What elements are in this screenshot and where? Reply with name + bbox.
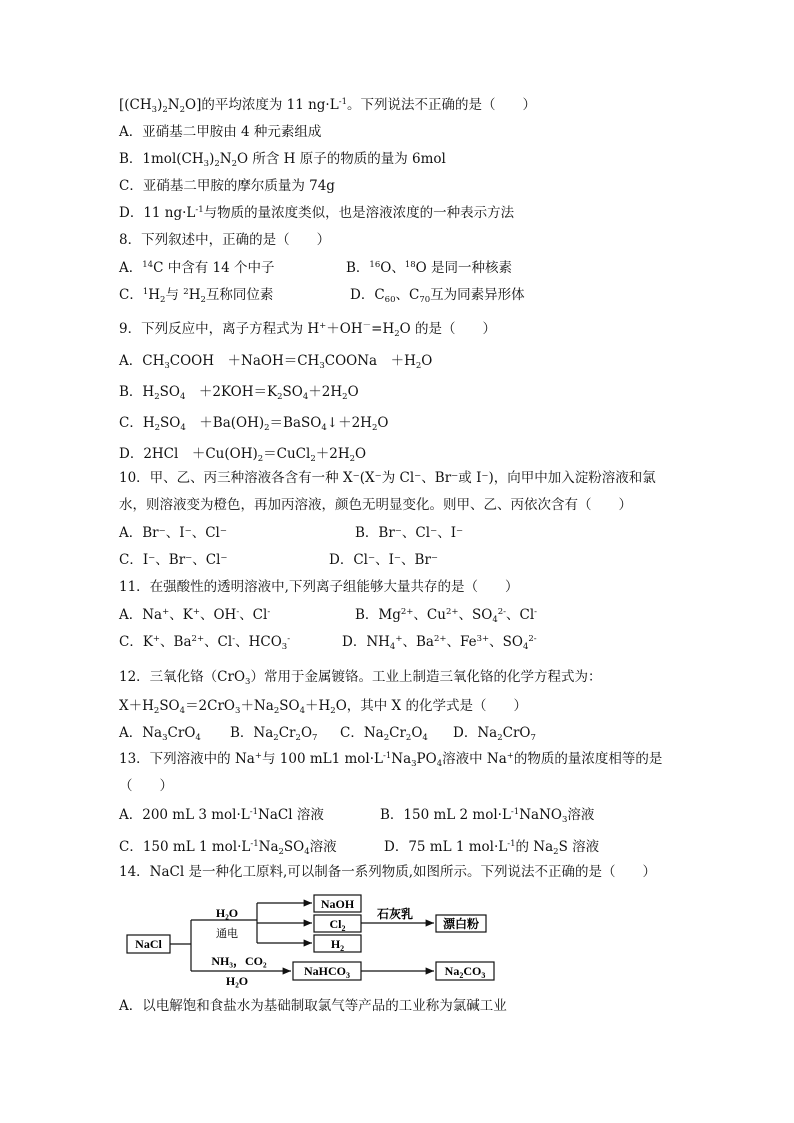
q7-stem: $[(CH_3)_2N_2O]$的平均浓度为 11 $ng\cdot L^{-1}$。下列说法不正确的是（ ） bbox=[119, 97, 536, 115]
q9-option-a: A．$CH_3COOH$ $+NaOH=CH_3COONa$ $+H_2O$ bbox=[119, 353, 433, 371]
h2-label: $H_2$ bbox=[330, 937, 345, 953]
naoh-label: NaOH bbox=[320, 897, 355, 911]
cl2-label: $Cl_2$ bbox=[329, 917, 346, 933]
q11-option-c: C．K+、$Ba^{2+}$、Cl-、$HCO_3^-$ bbox=[119, 634, 291, 652]
q7-option-c: C．亚硝基二甲胺的摩尔质量为 74g bbox=[119, 178, 335, 194]
nacl-flow-diagram bbox=[125, 893, 505, 989]
q7-option-d: D．11 $ng\cdot L^{-1}$与物质的量浓度类似，也是溶液浓度的一种表示方法 bbox=[119, 205, 515, 221]
q9-option-d: D．2HCl $+Cu(OH)_2=CuCl_2+2H_2O$ bbox=[119, 446, 367, 464]
q8-option-d: D．$C_{60}$、$C_{70}$互为同素异形体 bbox=[350, 287, 525, 305]
bleach-label: 漂白粉 bbox=[442, 917, 480, 931]
h2o-top-label: H₂O bbox=[215, 906, 239, 920]
lime-milk-label: 石灰乳 bbox=[376, 907, 414, 921]
q13-stem: 13．下列溶液中的 Na+与 100 mL1 $mol\cdot L^{-1}Na_3PO_4$溶液中 Na+的物质的量浓度相等的是 bbox=[119, 751, 663, 769]
q7-option-a: A．亚硝基二甲胺由 4 种元素组成 bbox=[119, 124, 322, 140]
q9-option-b: B．$H_2SO_4$ $+2KOH=K_2SO_4+2H_2O$ bbox=[119, 384, 359, 402]
q13-option-d: D．75 mL 1 $mol\cdot L^{-1}$的 $Na_2S$ 溶液 bbox=[384, 839, 600, 857]
q11-option-b: B．$Mg^{2+}$、$Cu^{2+}$、$SO_4^{2-}$、Cl- bbox=[355, 607, 538, 625]
q10-stem-line2: 水，则溶液变为橙色，再加丙溶液，颜色无明显变化。则甲、乙、丙依次含有（ ） bbox=[119, 497, 632, 513]
q10-option-b: B．Br⁻、Cl⁻、I⁻ bbox=[355, 525, 464, 541]
q14-stem: 14．NaCl 是一种化工原料,可以制备一系列物质,如图所示。下列说法不正确的是（ ） bbox=[119, 864, 657, 880]
q12-option-a: A．$Na_3CrO_4$ bbox=[119, 725, 201, 743]
q12-stem: 12．三氧化铬（CrO$_3$）常用于金属镀铬。工业上制造三氧化铬的化学方程式为： bbox=[119, 669, 602, 687]
q12-equation: $X+H_2SO_4=2CrO_3+Na_2SO_4+H_2O$，其中 X 的化学式是（ ） bbox=[119, 698, 527, 716]
q11-stem: 11．在强酸性的透明溶液中,下列离子组能够大量共存的是（ ） bbox=[119, 579, 519, 595]
q8-stem: 8．下列叙述中，正确的是（ ） bbox=[119, 232, 331, 248]
q11-option-a: A．Na+、K+、OH-、Cl- bbox=[119, 607, 271, 623]
q14-option-a: A．以电解饱和食盐水为基础制取氯气等产品的工业称为氯碱工业 bbox=[119, 998, 507, 1014]
q8-option-c: C．$^1H_2$与 $^2H_2$互称同位素 bbox=[119, 287, 274, 305]
q9-stem: 9．下列反应中，离子方程式为 $H^++OH^-=H_2O$ 的是（ ） bbox=[119, 321, 497, 339]
q13-option-b: B．150 mL 2 $mol\cdot L^{-1}NaNO_3$溶液 bbox=[380, 807, 595, 825]
q11-option-d: D．$NH_4^+$、$Ba^{2+}$、$Fe^{3+}$、$SO_4^{2-}$ bbox=[342, 634, 537, 652]
q12-option-c: C．$Na_2Cr_2O_4$ bbox=[340, 725, 428, 743]
nh3-co2-label: NH₃，CO₂ bbox=[211, 954, 267, 968]
q10-option-d: D．Cl⁻、I⁻、Br⁻ bbox=[329, 552, 439, 568]
q10-stem-line1: 10．甲、乙、丙三种溶液各含有一种 X⁻(X⁻为 Cl⁻、Br⁻或 I⁻)，向甲中加入淀粉溶液和氯 bbox=[119, 470, 656, 486]
h2o-bottom-label: H₂O bbox=[225, 974, 249, 988]
q7-option-b: B．$1mol(CH_3)_2N_2O$ 所含 H 原子的物质的量为 6mol bbox=[119, 151, 446, 169]
q13-paren: （ ） bbox=[119, 778, 173, 794]
q13-option-c: C．150 mL 1 $mol\cdot L^{-1}Na_2SO_4$溶液 bbox=[119, 839, 337, 857]
q10-option-a: A．Br⁻、I⁻、Cl⁻ bbox=[119, 525, 227, 541]
electrolysis-label: 通电 bbox=[216, 928, 238, 940]
na2co3-label: $Na_2CO_3$ bbox=[444, 964, 486, 980]
nahco3-label: NaHCO$_3$ bbox=[304, 964, 350, 980]
nacl-label: NaCl bbox=[135, 937, 162, 951]
q8-option-a: A．$^{14}$C 中含有 14 个中子 bbox=[119, 260, 275, 276]
q12-option-b: B．$Na_2Cr_2O_7$ bbox=[230, 725, 318, 743]
q9-option-c: C．$H_2SO_4$ $+Ba(OH)_2=BaSO_4↓+2H_2O$ bbox=[119, 415, 389, 433]
q10-option-c: C．I⁻、Br⁻、Cl⁻ bbox=[119, 552, 228, 568]
q13-option-a: A．200 mL 3 $mol\cdot L^{-1}NaCl$ 溶液 bbox=[119, 807, 324, 823]
q12-option-d: D．$Na_2CrO_7$ bbox=[453, 725, 536, 743]
q8-option-b: B．$^{16}$O、$^{18}$O 是同一种核素 bbox=[346, 260, 513, 276]
